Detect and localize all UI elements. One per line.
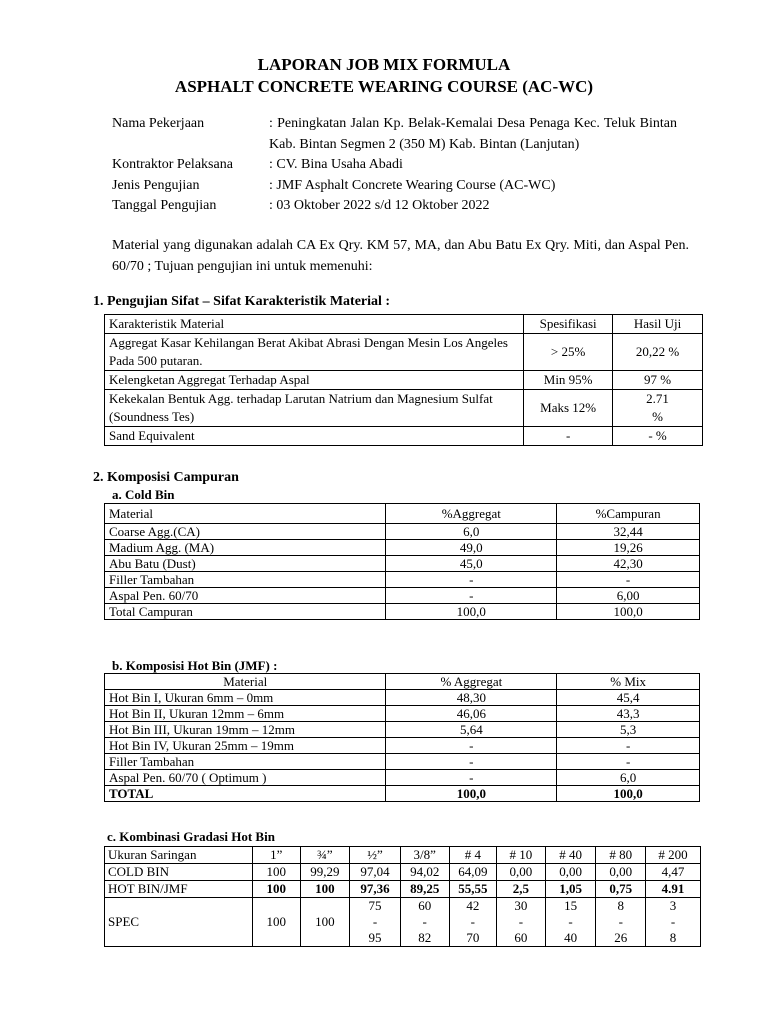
cell-material: Hot Bin III, Ukuran 19mm – 12mm <box>105 722 386 738</box>
cell-campuran: 100,0 <box>557 604 700 620</box>
table-row <box>105 572 700 588</box>
info-label-jenis-pengujian: Jenis Pengujian <box>112 177 200 193</box>
header-sieve: # 80 <box>596 847 646 864</box>
cell-material: Hot Bin IV, Ukuran 25mm – 19mm <box>105 738 386 754</box>
report-title-line2: ASPHALT CONCRETE WEARING COURSE (AC-WC) <box>174 77 594 96</box>
table-header-row <box>105 504 700 524</box>
project-info <box>112 114 692 224</box>
table-row <box>105 427 703 446</box>
spec-sep: - <box>670 914 676 929</box>
cell-campuran: 19,26 <box>557 540 700 556</box>
header-sieve: 3/8” <box>400 847 449 864</box>
spec-max: 82 <box>418 930 432 945</box>
cell-spec: > 25% <box>524 334 613 371</box>
gradation-subtitle: c. Kombinasi Gradasi Hot Bin <box>107 829 275 844</box>
cell-spec-range <box>400 898 449 947</box>
cell-total-label: TOTAL <box>105 786 386 802</box>
cell-value: 1,05 <box>545 881 596 898</box>
cell-value: 100 <box>252 864 300 881</box>
cell-mix: - <box>557 738 700 754</box>
table-row <box>105 371 703 390</box>
spec-sep: - <box>422 914 427 929</box>
cold-bin-table <box>104 503 700 620</box>
table-row <box>105 754 700 770</box>
section-1-title: 1. Pengujian Sifat – Sifat Karakteristik Material : <box>93 294 391 309</box>
info-label-kontraktor: Kontraktor Pelaksana <box>112 157 233 172</box>
total-row <box>105 786 700 802</box>
cell-campuran: - <box>557 572 700 588</box>
cold-bin-row <box>105 864 701 881</box>
spec-row <box>105 898 701 947</box>
cell-campuran: 6,00 <box>557 588 700 604</box>
header-campuran: %Campuran <box>557 504 700 524</box>
cell-aggregat: 46,06 <box>386 706 557 722</box>
cell-aggregat: 6,0 <box>386 524 557 540</box>
cell-result: 20,22 % <box>613 334 703 371</box>
cell-spec: - <box>524 427 613 446</box>
cell-aggregat: - <box>386 738 557 754</box>
cell-material: Kelengketan Aggregat Terhadap Aspal <box>105 371 524 390</box>
cell-value: 0,00 <box>545 864 596 881</box>
cell-material: Hot Bin II, Ukuran 12mm – 6mm <box>105 706 386 722</box>
header-sieve: # 200 <box>646 847 701 864</box>
cell-mix: 43,3 <box>557 706 700 722</box>
table-header-row <box>105 674 700 690</box>
header-sieve: # 40 <box>545 847 596 864</box>
header-sieve: 1” <box>252 847 300 864</box>
cell-label: COLD BIN <box>105 864 253 881</box>
section-2-title: 2. Komposisi Campuran <box>93 470 239 485</box>
table-header-row <box>105 847 701 864</box>
cell-spec: 100 <box>252 898 300 947</box>
hot-bin-subtitle: b. Komposisi Hot Bin (JMF) : <box>112 658 278 673</box>
table-row <box>105 390 703 427</box>
cell-total-mix: 100,0 <box>557 786 700 802</box>
cell-aggregat: 48,30 <box>386 690 557 706</box>
cell-value: 0,00 <box>596 864 646 881</box>
spec-max: 70 <box>466 930 480 945</box>
spec-min: 8 <box>617 898 624 913</box>
table-row <box>105 334 703 371</box>
spec-max: 26 <box>614 930 628 945</box>
cell-aggregat: - <box>386 572 557 588</box>
header-karakteristik: Karakteristik Material <box>105 315 524 334</box>
cell-value: 99,29 <box>300 864 350 881</box>
table-row <box>105 706 700 722</box>
material-properties-table <box>104 314 703 446</box>
cell-mix: 6,0 <box>557 770 700 786</box>
cell-material: Coarse Agg.(CA) <box>105 524 386 540</box>
cell-value: 0,00 <box>497 864 546 881</box>
cell-material: Madium Agg. (MA) <box>105 540 386 556</box>
cell-value: 4,47 <box>646 864 701 881</box>
spec-sep: - <box>372 914 378 929</box>
cell-mix: 45,4 <box>557 690 700 706</box>
spec-sep: - <box>518 914 524 929</box>
cell-material: Total Campuran <box>105 604 386 620</box>
spec-min: 75 <box>368 898 382 913</box>
cold-bin-subtitle: a. Cold Bin <box>112 487 175 502</box>
intro-paragraph: Material yang digunakan adalah CA Ex Qry. KM 57, MA, dan Abu Batu Ex Qry. Miti, dan Aspal Pen. 60/70 ; Tujuan pengujian ini untuk memenuhi: <box>112 238 689 274</box>
header-material: Material <box>105 674 386 690</box>
spec-max: 95 <box>368 930 382 945</box>
cell-aggregat: 100,0 <box>386 604 557 620</box>
spec-sep: - <box>470 914 475 929</box>
cell-spec-range <box>545 898 596 947</box>
header-sieve: ½” <box>350 847 401 864</box>
header-mix: % Mix <box>557 674 700 690</box>
hot-bin-table <box>104 673 700 802</box>
info-value-kontraktor: : CV. Bina Usaha Abadi <box>269 157 403 172</box>
spec-max: 8 <box>669 930 677 945</box>
cell-material: Aspal Pen. 60/70 <box>105 588 386 604</box>
cell-spec-range <box>596 898 646 947</box>
info-label-tanggal: Tanggal Pengujian <box>112 198 217 213</box>
cell-label: HOT BIN/JMF <box>105 881 253 898</box>
cell-value: 64,09 <box>449 864 497 881</box>
spec-max: 40 <box>564 930 578 945</box>
cell-spec: Maks 12% <box>524 390 613 427</box>
cell-material: Filler Tambahan <box>105 754 386 770</box>
cell-value: 100 <box>252 881 300 898</box>
info-label-nama-pekerjaan: Nama Pekerjaan <box>112 116 205 131</box>
cell-material: Sand Equivalent <box>105 427 524 446</box>
cell-aggregat: 49,0 <box>386 540 557 556</box>
cell-aggregat: 5,64 <box>386 722 557 738</box>
table-row <box>105 588 700 604</box>
info-value-jenis-pengujian: : JMF Asphalt Concrete Wearing Course (AC-WC) <box>269 177 556 193</box>
cell-material: Filler Tambahan <box>105 572 386 588</box>
cell-campuran: 42,30 <box>557 556 700 572</box>
spec-sep: - <box>618 914 623 929</box>
cell-spec-range <box>449 898 497 947</box>
cell-value: 100 <box>300 881 350 898</box>
info-value-nama-pekerjaan: : Peningkatan Jalan Kp. Belak-Kemalai Desa Penaga Kec. Teluk Bintan Kab. Bintan Segmen 2 (350 M) Kab. Bintan (Lanjutan) <box>269 116 677 152</box>
cell-material: Aggregat Kasar Kehilangan Berat Akibat Abrasi Dengan Mesin Los Angeles Pada 500 putaran. <box>105 334 524 371</box>
cell-label: SPEC <box>105 898 253 947</box>
cell-spec-range <box>350 898 401 947</box>
table-header-row <box>105 315 703 334</box>
header-aggregat: % Aggregat <box>386 674 557 690</box>
gradation-table <box>104 846 701 947</box>
table-row <box>105 722 700 738</box>
cell-value: 0,75 <box>596 881 646 898</box>
cell-material: Abu Batu (Dust) <box>105 556 386 572</box>
cell-material: Aspal Pen. 60/70 ( Optimum ) <box>105 770 386 786</box>
info-value-tanggal: : 03 Oktober 2022 s/d 12 Oktober 2022 <box>269 198 490 213</box>
cell-campuran: 32,44 <box>557 524 700 540</box>
spec-min: 42 <box>466 898 480 913</box>
cell-result: - % <box>613 427 703 446</box>
cell-result-unit: % <box>652 409 663 424</box>
cell-aggregat: - <box>386 770 557 786</box>
table-row <box>105 556 700 572</box>
cell-value: 89,25 <box>400 881 449 898</box>
spec-min: 60 <box>418 898 432 913</box>
header-ukuran-saringan: Ukuran Saringan <box>105 847 253 864</box>
cell-material: Kekekalan Bentuk Agg. terhadap Larutan Natrium dan Magnesium Sulfat (Soundness Tes) <box>105 390 524 427</box>
spec-min: 15 <box>564 898 578 913</box>
header-sieve: ¾” <box>300 847 350 864</box>
cell-spec-range <box>497 898 546 947</box>
spec-min: 30 <box>514 898 528 913</box>
cell-material: Hot Bin I, Ukuran 6mm – 0mm <box>105 690 386 706</box>
cell-aggregat: - <box>386 754 557 770</box>
table-row <box>105 770 700 786</box>
header-sieve: # 10 <box>497 847 546 864</box>
header-material: Material <box>105 504 386 524</box>
cell-spec: 100 <box>300 898 350 947</box>
header-aggregat: %Aggregat <box>386 504 557 524</box>
cell-mix: 5,3 <box>557 722 700 738</box>
cell-aggregat: - <box>386 588 557 604</box>
cell-mix: - <box>557 754 700 770</box>
cell-value: 2,5 <box>497 881 546 898</box>
table-row <box>105 604 700 620</box>
report-title-line1: LAPORAN JOB MIX FORMULA <box>257 55 511 74</box>
header-sieve: # 4 <box>449 847 497 864</box>
header-hasil-uji: Hasil Uji <box>613 315 703 334</box>
cell-result <box>613 390 703 427</box>
header-spesifikasi: Spesifikasi <box>524 315 613 334</box>
table-row <box>105 524 700 540</box>
cell-total-aggregat: 100,0 <box>386 786 557 802</box>
cell-spec-range <box>646 898 701 947</box>
spec-max: 60 <box>514 930 528 945</box>
cell-aggregat: 45,0 <box>386 556 557 572</box>
table-row <box>105 540 700 556</box>
cell-spec: Min 95% <box>524 371 613 390</box>
cell-value: 97,36 <box>350 881 401 898</box>
cell-result-value: 2.71 <box>646 391 669 406</box>
spec-min: 3 <box>669 898 677 913</box>
cell-value: 97,04 <box>350 864 401 881</box>
cell-value: 94,02 <box>400 864 449 881</box>
cell-value: 4.91 <box>646 881 701 898</box>
table-row <box>105 690 700 706</box>
cell-value: 55,55 <box>449 881 497 898</box>
table-row <box>105 738 700 754</box>
cell-result: 97 % <box>613 371 703 390</box>
spec-sep: - <box>568 914 573 929</box>
hot-bin-row <box>105 881 701 898</box>
